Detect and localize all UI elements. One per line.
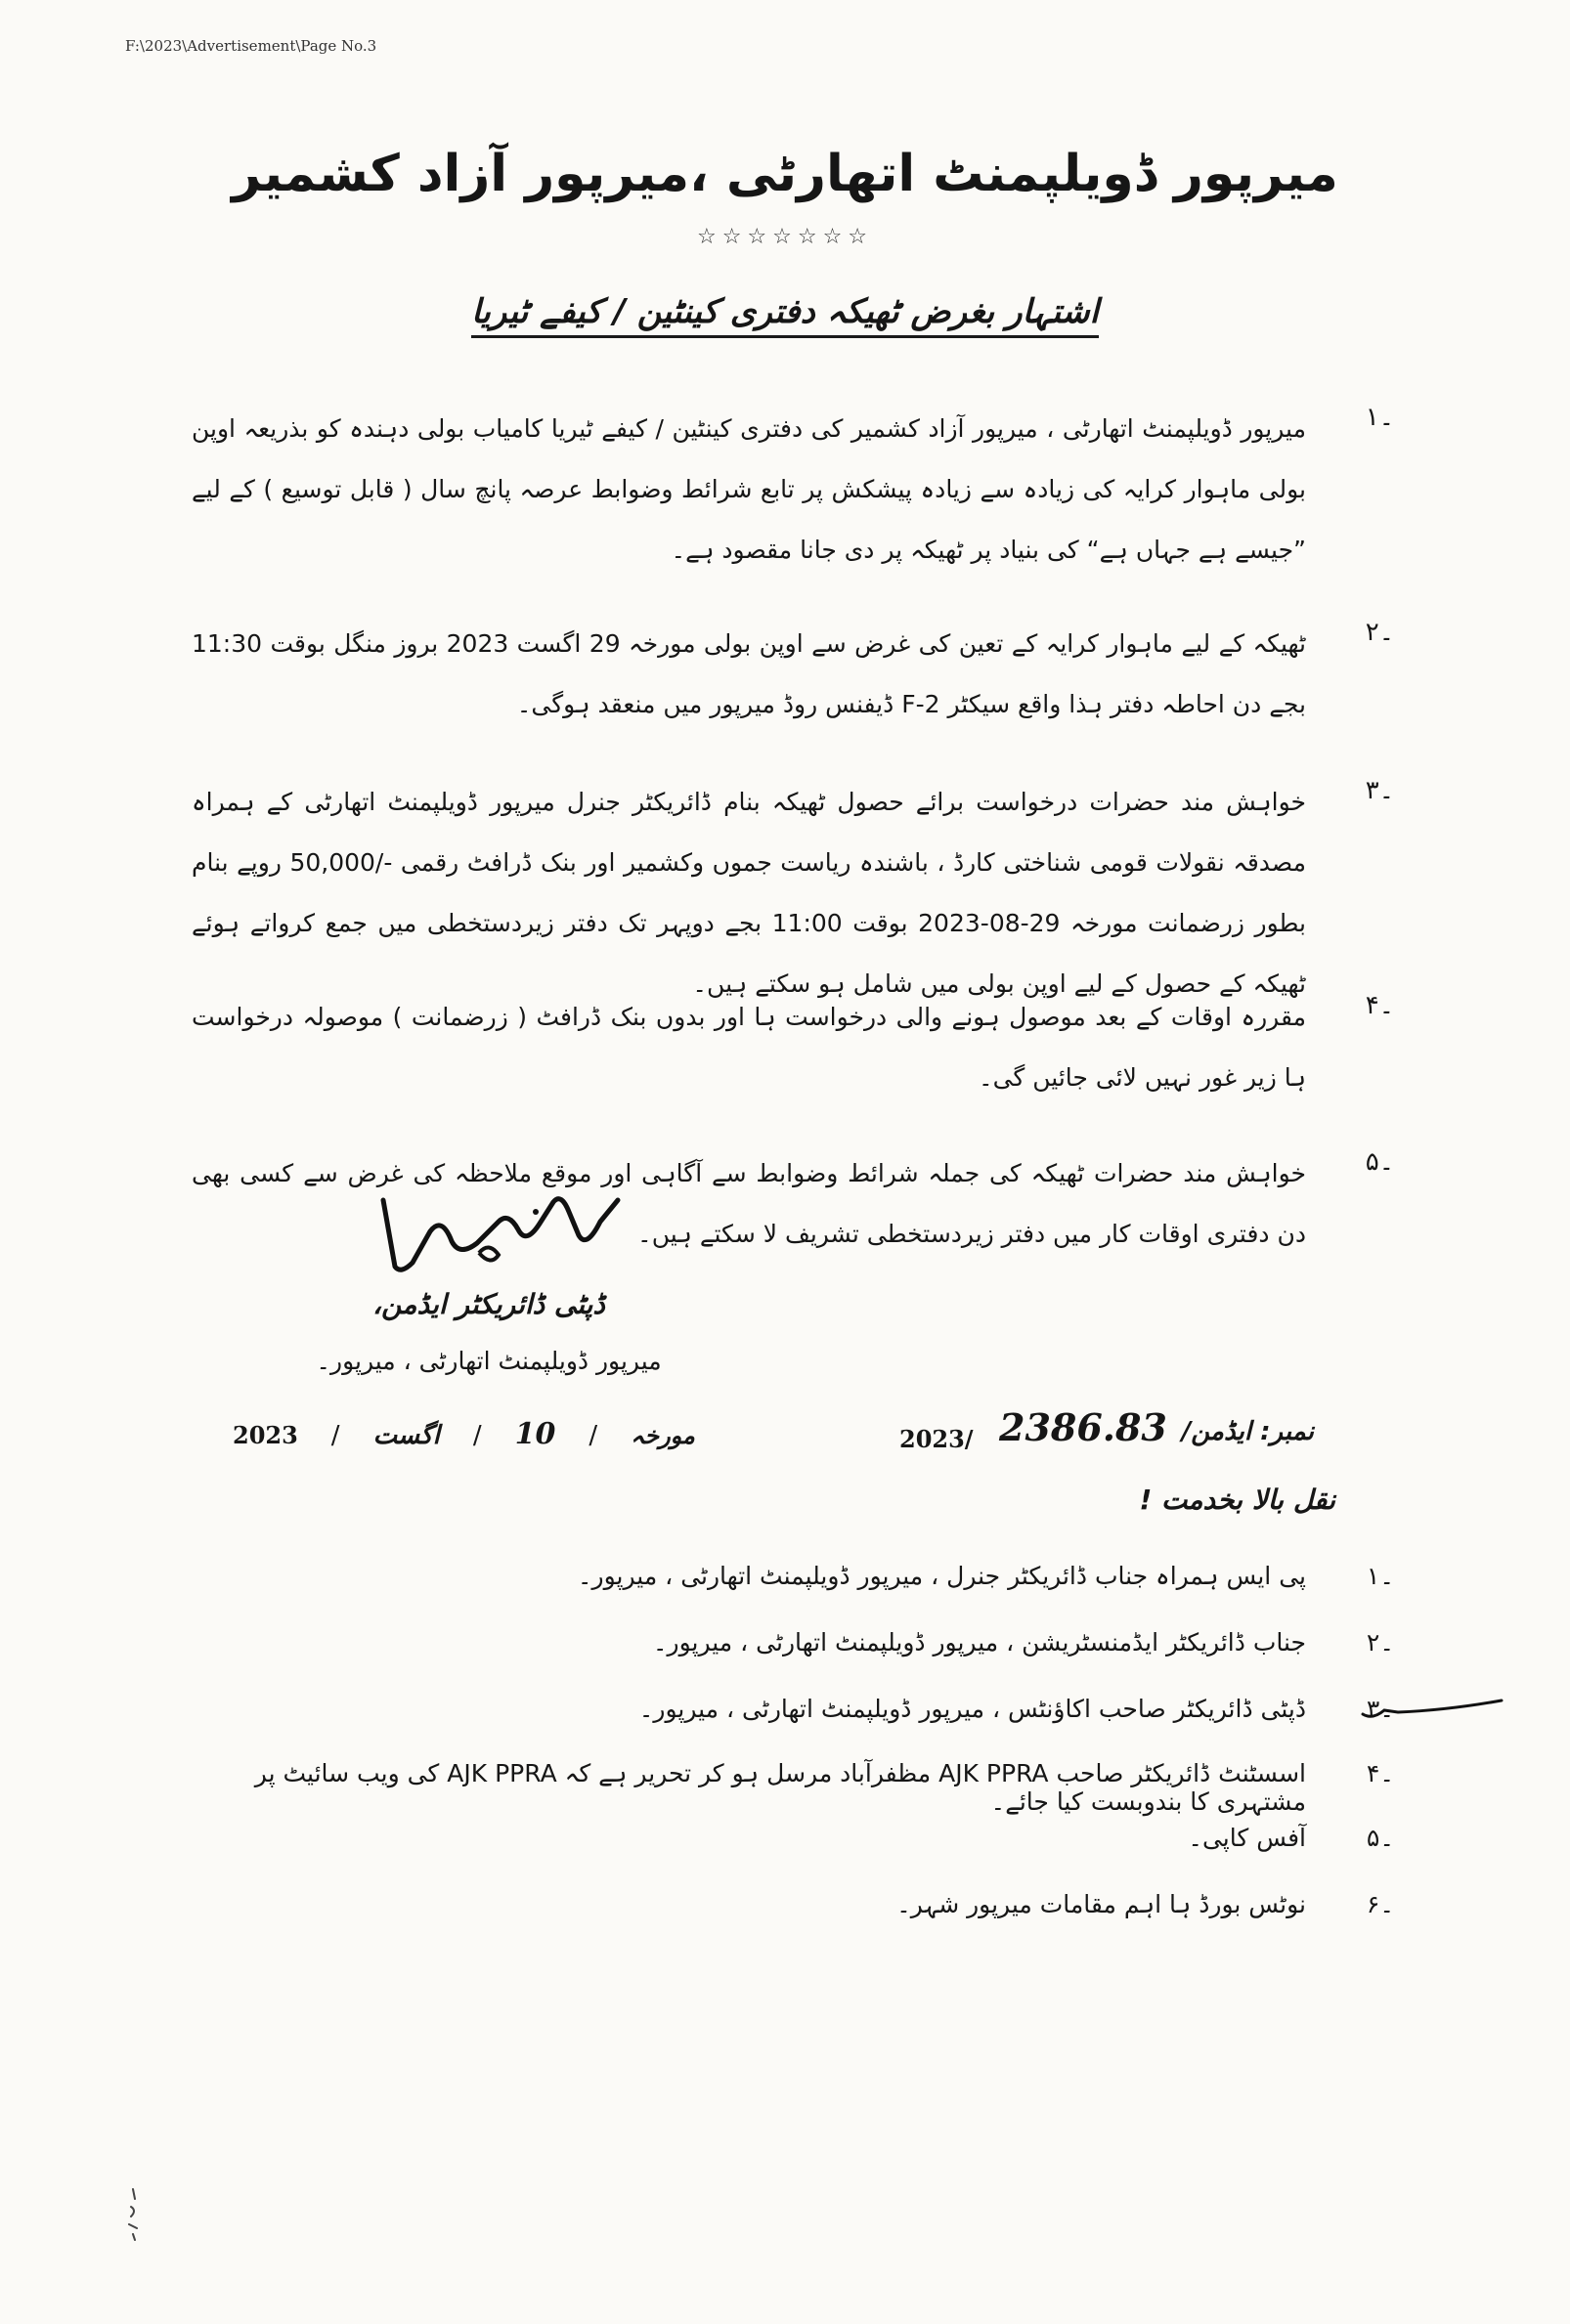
date-year: 2023 (233, 1421, 298, 1449)
file-path: F:\2023\Advertisement\Page No.3 (125, 37, 377, 55)
reference-year: 2023/ (899, 1425, 974, 1453)
date-label: مورخہ (631, 1422, 695, 1449)
subtitle-text: اشتہار بغرض ٹھیکہ دفتری کینٹین / کیفے ٹیریا (471, 292, 1099, 338)
copy-item-1 (192, 1562, 1394, 1590)
handwritten-signature (362, 1173, 655, 1280)
handwritten-tick-mark (1359, 1693, 1505, 1732)
paragraph-number: ۲۔ (1365, 618, 1394, 647)
paragraph-text: ٹھیکہ کے لیے ماہوار کرایہ کے تعین کی غرض سے اوپن بولی مورخہ 29 اگست 2023 بروز منگل بوقت 11:30 بجے دن احاطہ دفتر ہذا واقع سیکٹر F-2 ڈیفنس روڈ میرپور میں منعقد ہوگی۔ (192, 629, 1307, 718)
paragraph-text: خواہش مند حضرات درخواست برائے حصول ٹھیکہ بنام ڈائریکٹر جنرل میرپور ڈویلپمنٹ اتھارٹی کے ہمراہ مصدقہ نقولات قومی شناختی کارڈ ، باشندہ ریاست جموں وکشمیر اور بنک ڈرافٹ رقمی -/50,000 روپے بنام بطور زرضمانت مورخہ 29-08-2023 بوقت 11:00 بجے دوپہر تک دفتر زیردستخطی میں جمع کرواتے ہوئے ٹھیکہ کے حصول کے لیے اوپن بولی میں شامل ہو سکتے ہیں۔ (192, 788, 1306, 998)
copy-item-6 (192, 1890, 1394, 1918)
copy-item-3 (192, 1695, 1394, 1723)
copy-number: ۲۔ (1366, 1628, 1394, 1657)
date-separator: / (330, 1421, 340, 1450)
star-divider: ☆☆☆☆☆☆☆ (696, 225, 874, 249)
corner-pen-mark (113, 2185, 153, 2244)
paragraph-number: ۱۔ (1365, 403, 1394, 432)
copy-to-heading: نقل بالا بخدمت ! (1139, 1484, 1335, 1516)
date-line (233, 1417, 695, 1451)
paragraph-1 (192, 399, 1394, 581)
copy-number: ۱۔ (1366, 1562, 1394, 1590)
date-day-handwritten: 10 (514, 1417, 556, 1451)
date-separator: / (589, 1421, 598, 1450)
paragraph-2 (192, 614, 1394, 735)
signatory-title: ڈپٹی ڈائریکٹر ایڈمن، (372, 1288, 605, 1320)
paragraph-text: خواہش مند حضرات ٹھیکہ کی جملہ شرائط وضوابط سے آگاہی اور موقع ملاحظہ کی غرض سے کسی بھی دن دفتری اوقات کار میں دفتر زیردستخطی تشریف لا سکتے ہیں۔ (192, 1159, 1306, 1248)
copy-number: ۶۔ (1366, 1890, 1394, 1918)
copy-number: ۵۔ (1366, 1824, 1394, 1852)
copy-text: آفس کاپی۔ (1188, 1824, 1306, 1852)
document-title: میرپور ڈویلپمنٹ اتھارٹی ،میرپور آزاد کشمیر (232, 145, 1338, 203)
copy-item-5 (192, 1824, 1394, 1852)
copy-text: ڈپٹی ڈائریکٹر صاحب اکاؤنٹس ، میرپور ڈویلپمنٹ اتھارٹی ، میرپور۔ (638, 1695, 1306, 1723)
signatory-organization: میرپور ڈویلپمنٹ اتھارٹی ، میرپور۔ (316, 1347, 662, 1375)
paragraph-number: ۵۔ (1365, 1147, 1394, 1177)
copy-item-2 (192, 1628, 1394, 1657)
date-separator: / (472, 1421, 482, 1450)
paragraph-text: میرپور ڈویلپمنٹ اتھارٹی ، میرپور آزاد کشمیر کی دفتری کینٹین / کیفے ٹیریا کامیاب بولی دہندہ کو بذریعہ اوپن بولی ماہوار کرایہ کی زیادہ سے زیادہ پیشکش پر تابع شرائط وضوابط عرصہ پانچ سال ( قابل توسیع ) کے لیے ”جیسے ہے جہاں ہے“ کی بنیاد پر ٹھیکہ پر دی جانا مقصود ہے۔ (192, 414, 1306, 564)
paragraph-4 (192, 987, 1394, 1108)
document-subtitle (147, 291, 1423, 331)
copy-text: اسسٹنٹ ڈائریکٹر صاحب AJK PPRA مظفرآباد مرسل ہو کر تحریر ہے کہ AJK PPRA کی ویب سائیٹ پر مشتہری کا بندوبست کیا جائے۔ (254, 1759, 1306, 1816)
copy-text: جناب ڈائریکٹر ایڈمنسٹریشن ، میرپور ڈویلپمنٹ اتھارٹی ، میرپور۔ (652, 1628, 1306, 1657)
copy-item-4 (192, 1759, 1394, 1816)
paragraph-3 (192, 772, 1394, 1014)
date-month: اگست (372, 1421, 440, 1450)
copy-number: ۴۔ (1366, 1759, 1394, 1787)
reference-number-handwritten: 2386.83 (999, 1405, 1167, 1449)
reference-label: نمبر: ایڈمن/ (1181, 1417, 1314, 1446)
copy-text: نوٹس بورڈ ہا اہم مقامات میرپور شہر۔ (896, 1890, 1306, 1918)
copy-text: پی ایس ہمراہ جناب ڈائریکٹر جنرل ، میرپور ڈویلپمنٹ اتھارٹی ، میرپور۔ (577, 1562, 1306, 1590)
copy-number: ۳۔ (1366, 1695, 1394, 1723)
paragraph-number: ۴۔ (1365, 991, 1394, 1020)
paragraph-number: ۳۔ (1365, 776, 1394, 805)
paragraph-text: مقررہ اوقات کے بعد موصول ہونے والی درخواست ہا اور بدوں بنک ڈرافٹ ( زرضمانت ) موصولہ درخواست ہا زیر غور نہیں لائی جائیں گی۔ (192, 1003, 1306, 1092)
